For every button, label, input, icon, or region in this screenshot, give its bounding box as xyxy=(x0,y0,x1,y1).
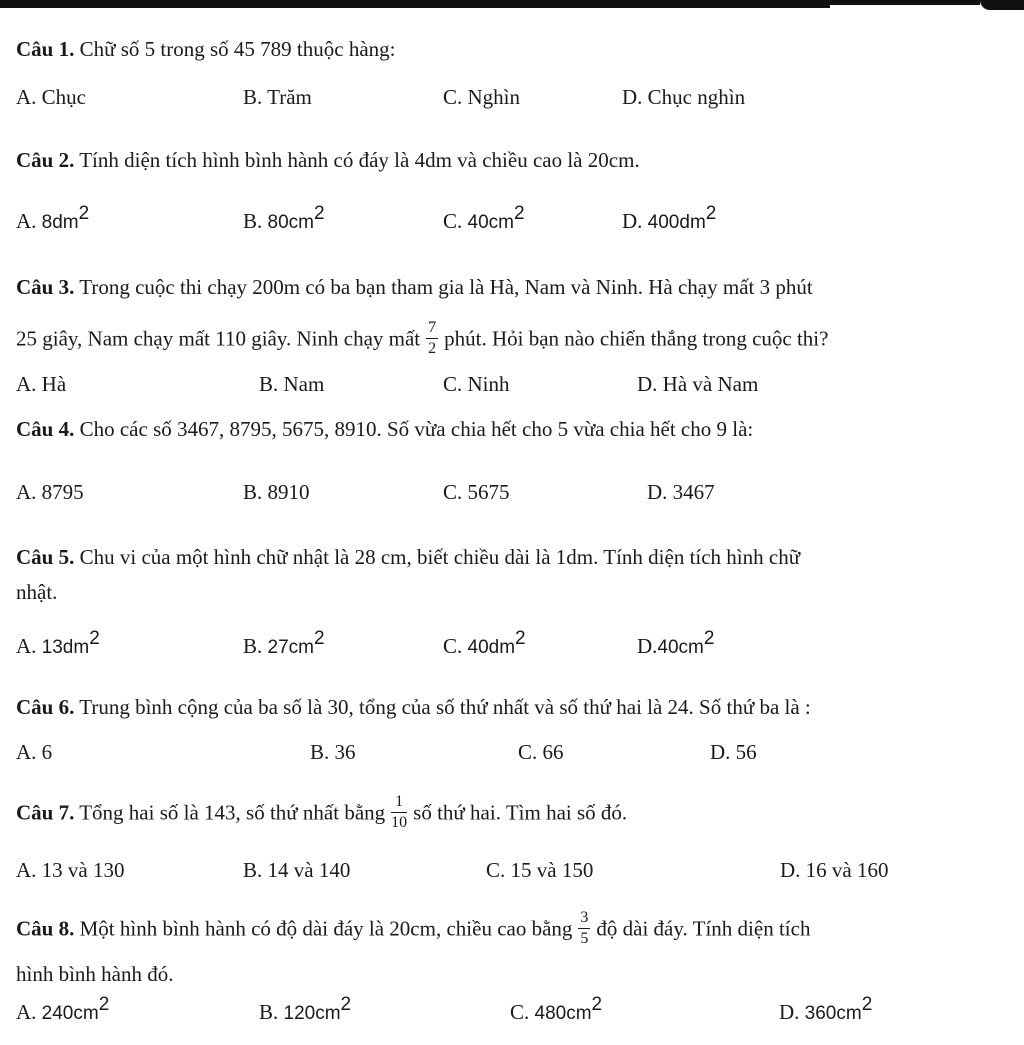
question-3 xyxy=(16,275,813,300)
answer-option[interactable]: B. 36 xyxy=(310,740,356,764)
option-value: 40dm xyxy=(467,637,516,658)
question-label: Câu 7. xyxy=(16,800,75,825)
answer-option[interactable]: D. 3467 xyxy=(647,480,715,504)
answer-option[interactable] xyxy=(510,994,603,1025)
fraction-denominator: 5 xyxy=(580,930,589,947)
answer-option[interactable] xyxy=(243,628,325,659)
question-text: hình bình hành đó. xyxy=(16,962,174,986)
answer-option[interactable] xyxy=(16,203,90,234)
answer-option[interactable]: C. 5675 xyxy=(443,480,510,504)
fraction xyxy=(391,794,407,831)
option-letter: A. xyxy=(16,209,37,233)
option-value: 13dm xyxy=(41,637,90,658)
question-4 xyxy=(16,417,753,442)
exponent: 2 xyxy=(861,994,873,1015)
question-label: Câu 4. xyxy=(16,417,75,441)
option-letter: A. xyxy=(16,634,37,658)
answer-option[interactable] xyxy=(16,628,100,659)
top-border-segment xyxy=(830,0,980,5)
answer-option[interactable]: C. 15 và 150 xyxy=(486,858,594,882)
fraction xyxy=(578,910,590,947)
question-3-line-2 xyxy=(16,319,829,359)
question-text: Tổng hai số là 143, số thứ nhất bằng xyxy=(79,800,386,825)
option-letter: B. xyxy=(243,634,263,658)
exponent: 2 xyxy=(591,994,603,1015)
fraction-numerator: 3 xyxy=(578,910,590,929)
option-letter: D. xyxy=(637,634,658,658)
option-value: 480cm xyxy=(534,1003,592,1024)
question-text: Chữ số 5 trong số 45 789 thuộc hàng: xyxy=(79,37,396,61)
question-text: phút. Hỏi bạn nào chiến thắng trong cuộc thi? xyxy=(444,326,829,351)
option-value: 80cm xyxy=(267,212,314,233)
answer-option[interactable]: B. Trăm xyxy=(243,85,312,109)
exponent: 2 xyxy=(313,628,325,649)
exponent: 2 xyxy=(89,628,100,649)
answer-option[interactable] xyxy=(443,628,526,659)
option-value: 400dm xyxy=(647,212,706,233)
answer-option[interactable]: D. Hà và Nam xyxy=(637,372,759,396)
answer-option[interactable]: A. Chục xyxy=(16,85,86,109)
answer-option[interactable] xyxy=(243,203,325,234)
answer-option[interactable]: A. 6 xyxy=(16,740,53,764)
question-8-line-2 xyxy=(16,962,174,987)
top-border-segment xyxy=(0,0,830,8)
answer-option[interactable]: B. 8910 xyxy=(243,480,310,504)
question-text: độ dài đáy. Tính diện tích xyxy=(596,916,811,941)
question-2 xyxy=(16,148,640,173)
answer-option[interactable]: D. Chục nghìn xyxy=(622,85,746,109)
question-label: Câu 5. xyxy=(16,545,75,569)
answer-option[interactable]: B. 14 và 140 xyxy=(243,858,351,882)
exponent: 2 xyxy=(513,203,525,224)
option-value: 40cm xyxy=(657,637,704,658)
option-value: 240cm xyxy=(41,1003,99,1024)
answer-option[interactable] xyxy=(622,203,717,234)
option-letter: A. xyxy=(16,1000,37,1024)
answer-option[interactable] xyxy=(779,994,873,1025)
exponent: 2 xyxy=(313,203,325,224)
option-letter: C. xyxy=(443,634,463,658)
question-8 xyxy=(16,909,811,949)
option-value: 27cm xyxy=(267,637,314,658)
answer-option[interactable] xyxy=(443,203,525,234)
question-text: số thứ hai. Tìm hai số đó. xyxy=(413,800,628,825)
question-5 xyxy=(16,545,800,570)
option-letter: B. xyxy=(259,1000,279,1024)
option-letter: B. xyxy=(243,209,263,233)
option-letter: C. xyxy=(443,209,463,233)
question-text: 25 giây, Nam chạy mất 110 giây. Ninh chạy mất xyxy=(16,326,421,351)
answer-option[interactable] xyxy=(259,994,352,1025)
exponent: 2 xyxy=(78,203,90,224)
question-label: Câu 3. xyxy=(16,275,75,299)
answer-option[interactable] xyxy=(16,994,110,1025)
answer-option[interactable]: C. Nghìn xyxy=(443,85,521,109)
option-value: 8dm xyxy=(41,212,79,233)
question-5-line-2 xyxy=(16,580,57,605)
question-label: Câu 6. xyxy=(16,695,75,719)
question-6 xyxy=(16,695,811,720)
exponent: 2 xyxy=(340,994,352,1015)
option-value: 120cm xyxy=(283,1003,341,1024)
fraction xyxy=(426,320,438,357)
question-text: Một hình bình hành có độ dài đáy là 20cm, chiều cao bằng xyxy=(79,916,573,941)
answer-option[interactable]: A. Hà xyxy=(16,372,67,396)
answer-option[interactable]: A. 8795 xyxy=(16,480,84,504)
fraction-denominator: 2 xyxy=(428,340,437,357)
fraction-numerator: 7 xyxy=(426,320,438,339)
answer-option[interactable]: D. 16 và 160 xyxy=(780,858,889,882)
answer-option[interactable]: A. 13 và 130 xyxy=(16,858,125,882)
top-border xyxy=(0,0,1024,10)
exponent: 2 xyxy=(98,994,110,1015)
option-letter: D. xyxy=(779,1000,800,1024)
question-text: Cho các số 3467, 8795, 5675, 8910. Số vừa chia hết cho 5 vừa chia hết cho 9 là: xyxy=(79,417,754,441)
answer-option[interactable] xyxy=(637,628,715,659)
question-7 xyxy=(16,793,628,833)
option-letter: D. xyxy=(622,209,643,233)
question-text: Tính diện tích hình bình hành có đáy là 4dm và chiều cao là 20cm. xyxy=(79,148,640,172)
question-label: Câu 2. xyxy=(16,148,75,172)
question-label: Câu 1. xyxy=(16,37,75,61)
answer-option[interactable]: C. Ninh xyxy=(443,372,510,396)
answer-option[interactable]: D. 56 xyxy=(710,740,757,764)
answer-option[interactable]: B. Nam xyxy=(259,372,325,396)
option-value: 360cm xyxy=(804,1003,862,1024)
question-label: Câu 8. xyxy=(16,916,75,941)
fraction-numerator: 1 xyxy=(391,794,407,813)
top-border-corner xyxy=(980,0,1024,10)
exponent: 2 xyxy=(705,203,717,224)
fraction-denominator: 10 xyxy=(391,814,408,831)
question-text: Trung bình cộng của ba số là 30, tổng của số thứ nhất và số thứ hai là 24. Số thứ ba là : xyxy=(79,695,811,719)
question-1 xyxy=(16,37,395,62)
exponent: 2 xyxy=(515,628,526,649)
option-letter: C. xyxy=(510,1000,530,1024)
exponent: 2 xyxy=(703,628,715,649)
option-value: 40cm xyxy=(467,212,514,233)
answer-option[interactable]: C. 66 xyxy=(518,740,564,764)
question-text: Chu vi của một hình chữ nhật là 28 cm, biết chiều dài là 1dm. Tính diện tích hình chữ xyxy=(79,545,801,569)
question-text: nhật. xyxy=(16,580,58,604)
question-text: Trong cuộc thi chạy 200m có ba bạn tham gia là Hà, Nam và Ninh. Hà chạy mất 3 phút xyxy=(79,275,813,299)
